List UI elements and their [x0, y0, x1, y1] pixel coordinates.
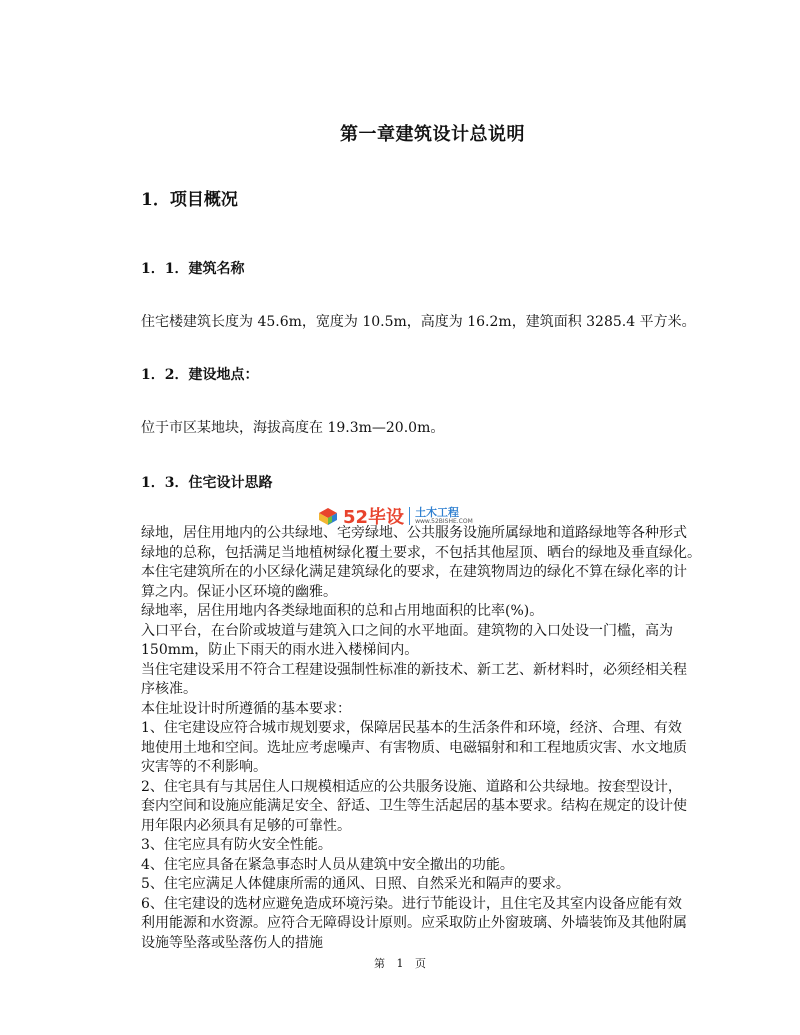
body-line: 套内空间和设施应能满足安全、舒适、卫生等生活起居的基本要求。结构在规定的设计使	[141, 798, 687, 814]
section-heading-1-2: 1．2．建设地点：	[141, 367, 259, 383]
body-line: 1、住宅建设应符合城市规划要求，保障居民基本的生活条件和环境，经济、合理、有效	[141, 720, 682, 736]
body-line: 本住宅建筑所在的小区绿化满足建筑绿化的要求，在建筑物周边的绿化不算在绿化率的计	[141, 564, 687, 580]
body-line: 设施等坠落或坠落伤人的措施	[141, 934, 323, 951]
body-line: 绿地率，居住用地内各类绿地面积的总和占用地面积的比率(%)。	[141, 603, 544, 619]
logo-separator	[409, 507, 410, 525]
body-line: 当住宅建设采用不符合工程建设强制性标准的新技术、新工艺、新材料时，必须经相关程	[141, 661, 687, 678]
body-line: 绿地，居住用地内的公共绿地、宅旁绿地、公共服务设施所属绿地和道路绿地等各种形式	[141, 525, 687, 541]
body-line: 2、住宅具有与其居住人口规模相适应的公共服务设施、道路和公共绿地。按套型设计，	[141, 778, 682, 795]
body-line: 150mm，防止下雨天的雨水进入楼梯间内。	[141, 642, 419, 658]
body-line: 地使用土地和空间。选址应考虑噪声、有害物质、电磁辐射和和工程地质灾害、水文地质	[141, 739, 687, 756]
body-line: 入口平台，在台阶或坡道与建筑入口之间的水平地面。建筑物的入口处设一门槛，高为	[141, 622, 673, 639]
chapter-title: 第一章建筑设计总说明	[340, 124, 525, 145]
body-line: 利用能源和水资源。应符合无障碍设计原则。应采取防止外窗玻璃、外墙装饰及其他附属	[141, 915, 687, 931]
logo-url: www.52BISHE.COM	[415, 518, 473, 525]
design-notes-body	[141, 524, 721, 953]
body-line: 本住址设计时所遵循的基本要求：	[141, 700, 351, 717]
building-name-paragraph: 住宅楼建筑长度为 45.6m，宽度为 10.5m，高度为 16.2m，建筑面积 3285.4 平方米。	[141, 314, 696, 330]
body-line: 序核准。	[141, 681, 197, 697]
site-location-paragraph: 位于市区某地块，海拔高度在 19.3m—20.0m。	[141, 420, 445, 436]
body-line: 4、住宅应具备在紧急事态时人员从建筑中安全撤出的功能。	[141, 856, 514, 873]
section-heading-1-3: 1．3．住宅设计思路	[141, 475, 273, 491]
body-line: 3、住宅应具有防火安全性能。	[141, 837, 332, 853]
section-heading-1: 1．项目概况	[141, 190, 238, 210]
logo-brand: 52毕设	[343, 507, 405, 528]
section-heading-1-1: 1．1．建筑名称	[141, 261, 245, 277]
body-line: 5、住宅应满足人体健康所需的通风、日照、自然采光和隔声的要求。	[141, 876, 570, 892]
logo-subtitle: 土木工程	[415, 506, 460, 519]
body-line: 算之内。保证小区环境的幽雅。	[141, 583, 337, 600]
body-line: 灾害等的不利影响。	[141, 759, 267, 775]
body-line: 6、住宅建设的选材应避免造成环境污染。进行节能设计，且住宅及其室内设备应能有效	[141, 895, 682, 912]
body-line: 用年限内必须具有足够的可靠性。	[141, 817, 351, 834]
page-number: 第 1 页	[374, 957, 426, 970]
body-line: 绿地的总称，包括满足当地植树绿化覆土要求，不包括其他屋顶、晒台的绿地及垂直绿化。	[141, 544, 701, 561]
logo-mark-icon	[316, 506, 340, 526]
